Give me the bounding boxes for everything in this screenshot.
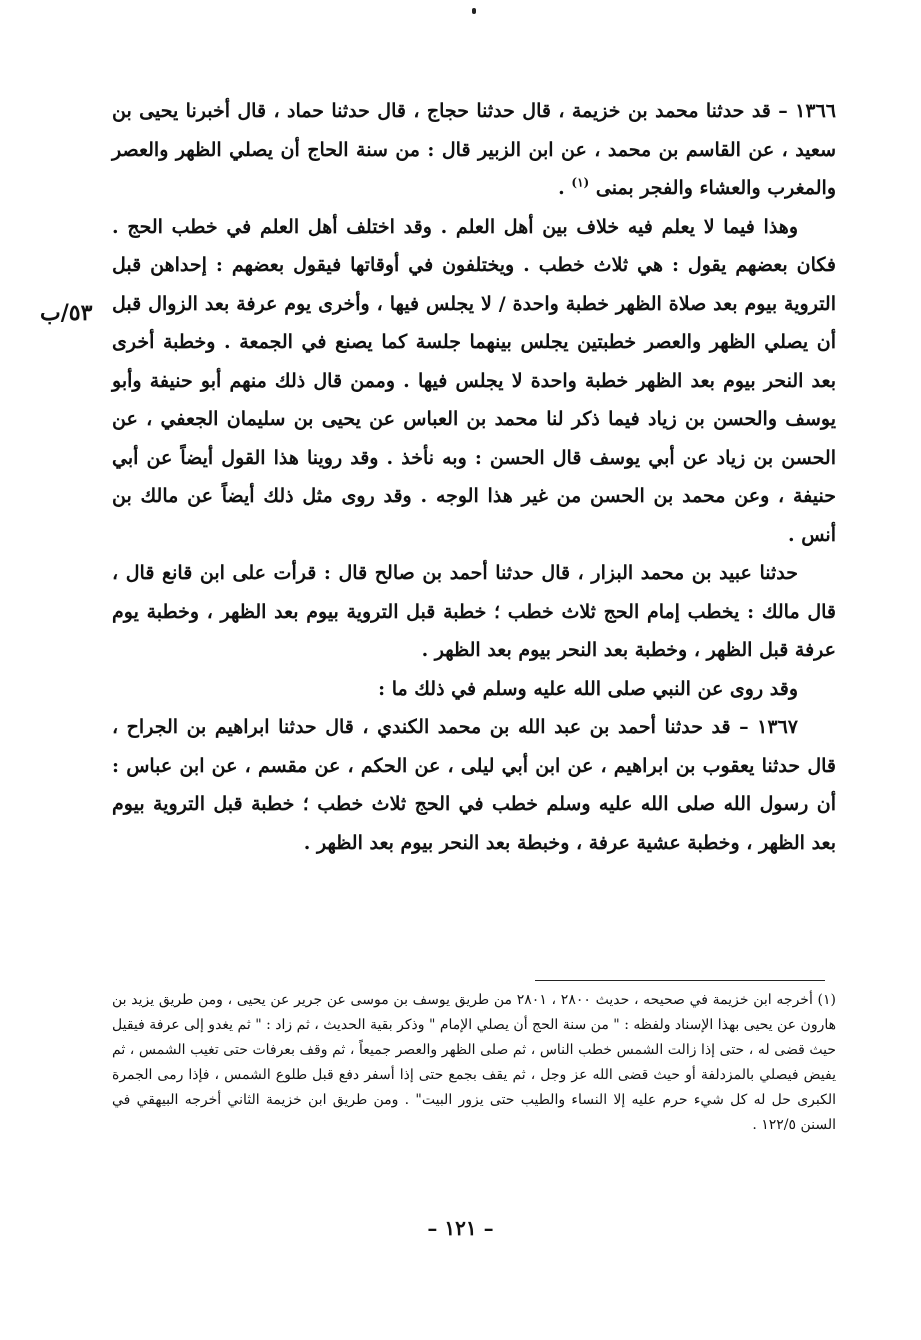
page-number: – ١٢١ – [427, 1216, 494, 1240]
hadith-1367: ١٣٦٧ – قد حدثنا أحمد بن عبد الله بن محمد الكندي ، قال حدثنا ابراهيم بن الجراح ، قال حدثنا يعقوب بن ابراهيم ، عن ابن أبي ليلى ، عن الحكم ، عن مقسم ، عن ابن عباس : أن رسول الله صلى الله عليه وسلم خطب في الحج ثلاث خطب ؛ خطبة قبل التروية بيوم بعد الظهر ، وخطبة عشية عرفة ، وخبطة بعد النحر بيوم بعد الظهر . [112, 716, 836, 854]
hadith-1366: ١٣٦٦ – قد حدثنا محمد بن خزيمة ، قال حدثنا حجاج ، قال حدثنا حماد ، قال أخبرنا يحيى بن سعيد ، عن القاسم بن محمد ، عن ابن الزبير قال : من سنة الحاج أن يصلي الظهر والعصر والمغرب والعشاء والفجر بمنى $^{(١)}$ . [112, 100, 836, 199]
paragraph-malik-report: حدثنا عبيد بن محمد البزار ، قال حدثنا أحمد بن صالح قال : قرأت على ابن قانع قال ، قال مالك : يخطب إمام الحج ثلاث خطب ؛ خطبة قبل التروية بيوم بعد الظهر ، وخطبة يوم عرفة قبل الظهر ، وخطبة بعد النحر بيوم بعد الظهر . [112, 562, 836, 661]
footnote-reference: (١) [571, 175, 590, 190]
footnote-divider [535, 980, 825, 981]
footnote-block [112, 988, 836, 1138]
margin-folio-note: ٥٣/ب [40, 300, 93, 326]
paragraph-text: ١٣٦٦ – قد حدثنا محمد بن خزيمة ، قال حدثنا حجاج ، قال حدثنا حماد ، قال أخبرنا يحيى بن سعيد ، عن القاسم بن محمد ، عن ابن الزبير قال : من سنة الحاج أن يصلي الظهر والعصر والمغرب والعشاء والفجر بمنى [112, 100, 836, 199]
top-dot [472, 8, 476, 14]
footnote-text: (١) أخرجه ابن خزيمة في صحيحه ، حديث ٢٨٠٠ ، ٢٨٠١ من طريق يوسف بن موسى عن جرير عن يحيى ، ومن طريق يزيد بن هارون عن يحيى بهذا الإسناد ولفظه : " من سنة الحج أن يصلي الإمام " وذكر بقية الحديث ، ثم زاد : " ثم يغدو إلى عرفة فيقيل حيث قضى له ، حتى إذا زالت الشمس خطب الناس ، ثم صلى الظهر والعصر جميعاً ، ثم وقف بعرفات حتى تغيب الشمس ، ثم يفيض فيصلي بالمزدلفة أو حيث قضى الله عز وجل ، ثم يقف بجمع حتى إذا أسفر دفع قبل طلوع الشمس ، فإذا رمى الجمرة الكبرى حل له كل شيء حرم عليه إلا النساء والطيب حتى يزور البيت" . ومن طريق ابن خزيمة الثاني أخرجه البيهقي في السنن ١٢٢/٥ . [112, 992, 837, 1133]
main-text [112, 92, 836, 862]
paragraph-prophet-intro: وقد روى عن النبي صلى الله عليه وسلم في ذلك ما : [378, 677, 798, 700]
paragraph-khutab-discussion: وهذا فيما لا يعلم فيه خلاف بين أهل العلم . وقد اختلف أهل العلم في خطب الحج . فكان بعضهم يقول : هي ثلاث خطب . ويختلفون في أوقاتها فيقول بعضهم : إحداهن قبل التروية بيوم بعد صلاة الظهر خطبة واحدة / لا يجلس فيها ، وأخرى يوم عرفة بعد الزوال قبل أن يصلي الظهر والعصر خطبتين يجلس بينهما جلسة كما يصنع في الجمعة . وخطبة أخرى بعد النحر بيوم بعد الظهر خطبة واحدة لا يجلس فيها . وممن قال ذلك منهم أبو حنيفة وأبو يوسف والحسن بن زياد فيما ذكر لنا محمد بن العباس عن يحيى بن سليمان الجعفي ، عن الحسن بن زياد عن أبي يوسف قال الحسن : وبه نأخذ . وقد روينا هذا القول أيضاً عن أبي حنيفة ، وعن محمد بن الحسن من غير هذا الوجه . وقد روى مثل ذلك أيضاً عن مالك بن أنس . [112, 215, 836, 546]
